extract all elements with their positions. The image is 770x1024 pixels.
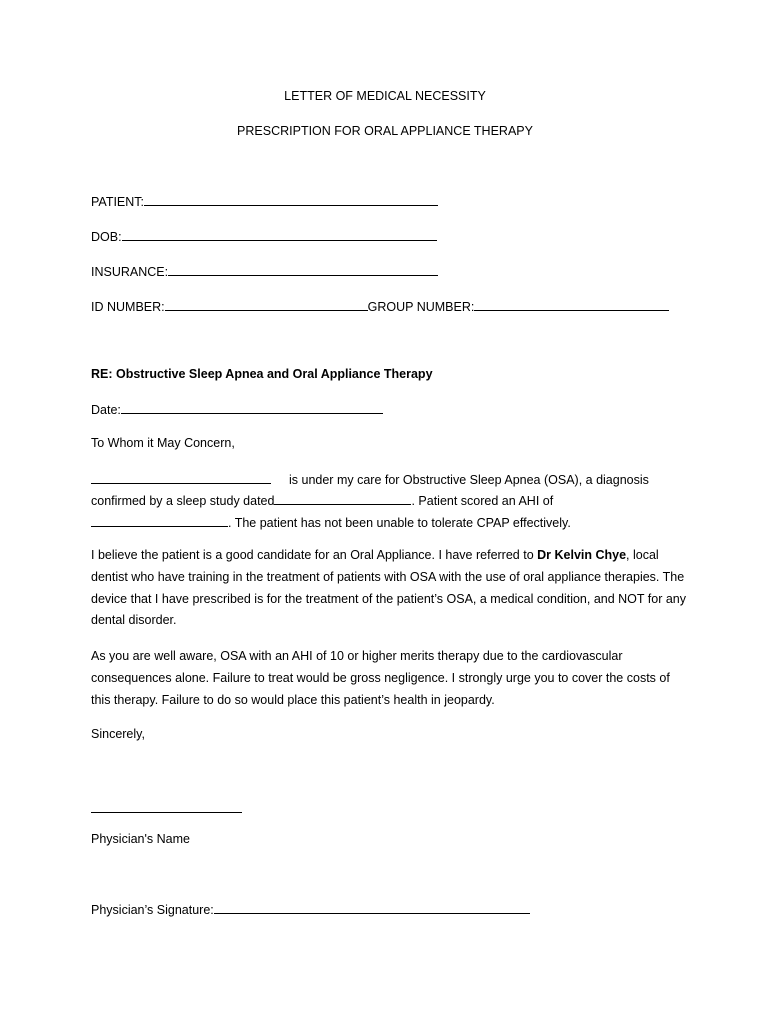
para1-line1-text: is under my care for Obstructive Sleep Apnea (OSA), a diagnosis bbox=[289, 473, 649, 487]
para2-text-a: I believe the patient is a good candidate for an Oral Appliance. I have referred to bbox=[91, 548, 538, 562]
physician-signature-label: Physician’s Signature: bbox=[91, 903, 214, 917]
date-label: Date: bbox=[91, 403, 121, 417]
paragraph-justification: As you are well aware, OSA with an AHI of 10 or higher merits therapy due to the cardiovascular consequences alone. Failure to treat would be gross negligence. I strongly urge you to cover the costs of this therapy. Failure to do so would place this patient’s health in jeopardy. bbox=[91, 649, 670, 707]
dob-field bbox=[91, 228, 437, 244]
physician-name-label: Physician's Name bbox=[91, 832, 190, 846]
para1-line3-text: . The patient has not been unable to tolerate CPAP effectively. bbox=[228, 516, 571, 530]
para1-line2-text-b: . Patient scored an AHI of bbox=[411, 494, 554, 508]
letter-title: LETTER OF MEDICAL NECESSITY bbox=[284, 89, 486, 103]
ahi-score-blank[interactable] bbox=[91, 514, 228, 527]
letter-subtitle: PRESCRIPTION FOR ORAL APPLIANCE THERAPY bbox=[237, 124, 533, 138]
physician-name-blank[interactable] bbox=[91, 800, 242, 813]
physician-signature-blank[interactable] bbox=[214, 901, 530, 914]
paragraph-referral bbox=[91, 545, 691, 632]
insurance-blank[interactable] bbox=[168, 263, 438, 276]
patient-blank[interactable] bbox=[144, 193, 438, 206]
insurance-field bbox=[91, 263, 438, 279]
para1-line2-text-a: confirmed by a sleep study dated bbox=[91, 494, 275, 508]
patient-label: PATIENT: bbox=[91, 195, 145, 209]
id-number-label: ID NUMBER: bbox=[91, 300, 165, 314]
insurance-label: INSURANCE: bbox=[91, 265, 169, 279]
salutation: To Whom it May Concern, bbox=[91, 436, 235, 450]
date-blank[interactable] bbox=[121, 401, 383, 414]
para2-text-b: , local dentist who have training in the treatment of patients with OSA with the use of oral appliance therapies. The device that I have prescribed is for the treatment of the patient’s OSA, a medical condition, and NOT for any dental disorder. bbox=[91, 548, 686, 628]
physician-signature-field bbox=[91, 901, 530, 917]
para1-line1 bbox=[91, 471, 649, 487]
group-number-blank[interactable] bbox=[474, 298, 669, 311]
dentist-name: Dr Kelvin Chye bbox=[537, 548, 627, 562]
id-group-field bbox=[91, 298, 669, 314]
group-number-label: GROUP NUMBER: bbox=[367, 300, 475, 314]
sleep-study-date-blank[interactable] bbox=[274, 492, 411, 505]
id-number-blank[interactable] bbox=[165, 298, 368, 311]
patient-field bbox=[91, 193, 438, 209]
para1-line2 bbox=[91, 492, 553, 508]
patient-name-blank[interactable] bbox=[91, 471, 271, 484]
dob-blank[interactable] bbox=[122, 228, 437, 241]
para1-line3 bbox=[91, 514, 571, 530]
re-line: RE: Obstructive Sleep Apnea and Oral Appliance Therapy bbox=[91, 367, 433, 381]
date-field bbox=[91, 401, 383, 417]
dob-label: DOB: bbox=[91, 230, 122, 244]
closing: Sincerely, bbox=[91, 727, 145, 741]
